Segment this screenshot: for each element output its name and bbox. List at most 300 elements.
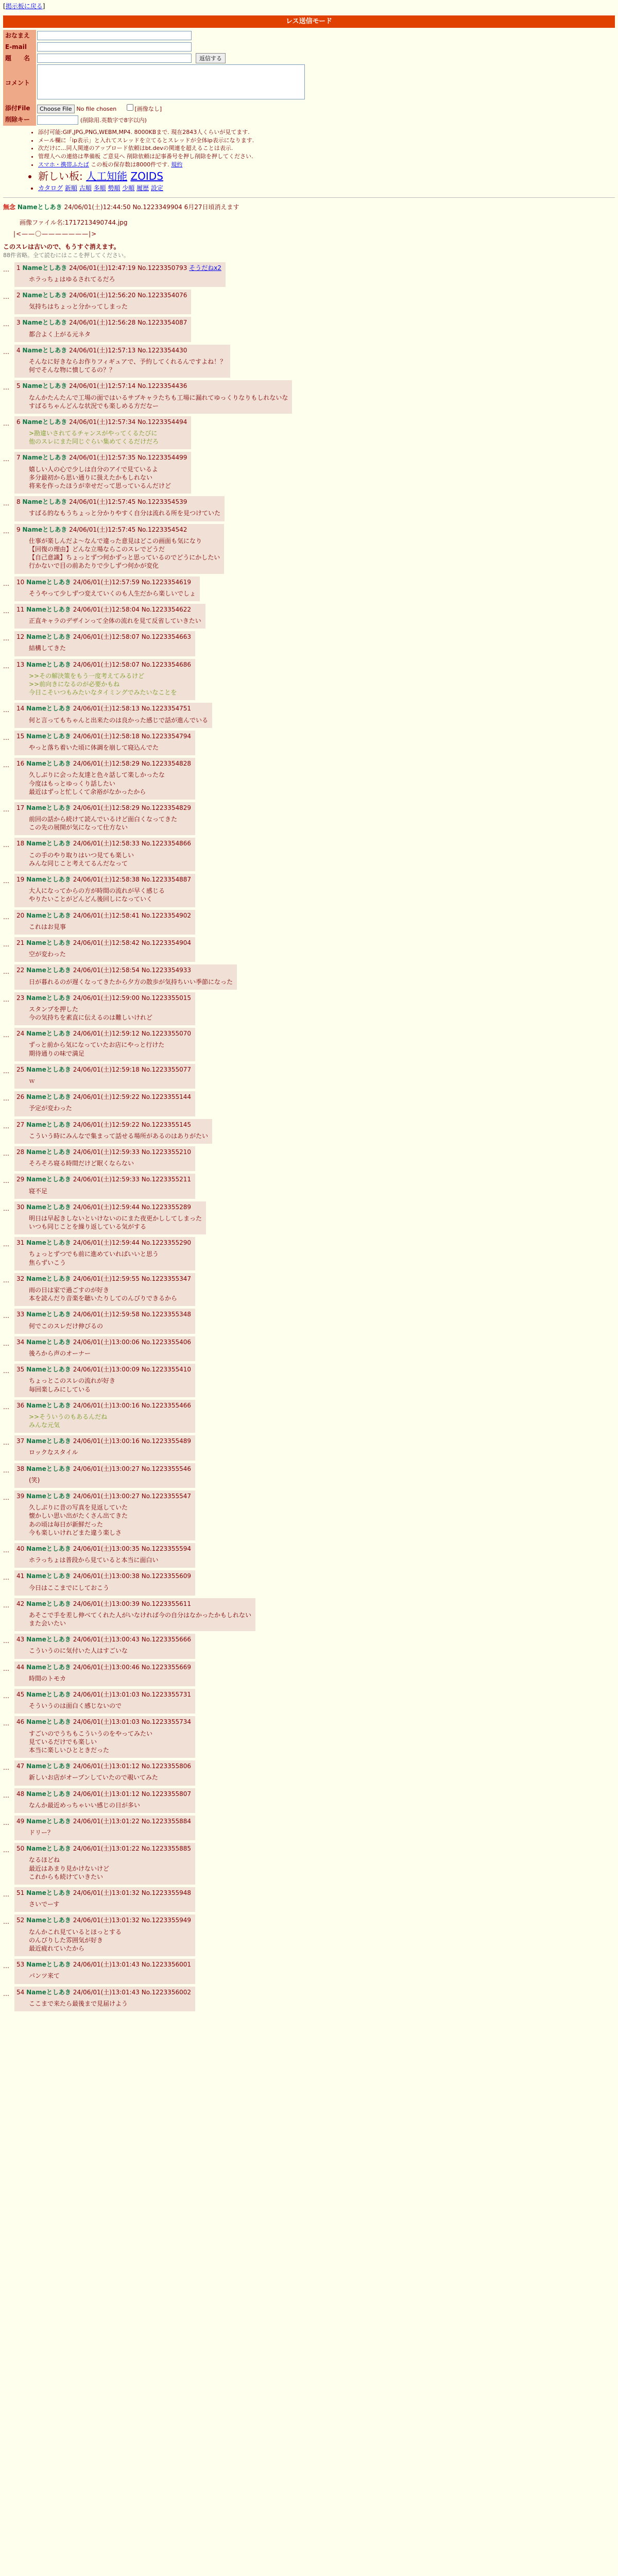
reply-text: 時間のトモカ bbox=[29, 1674, 66, 1682]
reply-index: 23 bbox=[16, 994, 25, 1002]
reply-text: 何でこのスレだけ伸びるの bbox=[29, 1322, 104, 1330]
reply-poster-name: Nameとしあき bbox=[22, 292, 67, 299]
reply-number[interactable]: No.1223355070 bbox=[141, 1030, 191, 1038]
reply-poster-name: Nameとしあき bbox=[26, 939, 71, 946]
reply-box bbox=[14, 1028, 195, 1061]
reply bbox=[3, 1914, 615, 1956]
reply-text: こういう時にみんなで集まって話せる場所があるのはありがたい bbox=[29, 1132, 209, 1140]
reply-number[interactable]: No.1223354686 bbox=[141, 660, 191, 668]
reply-box bbox=[14, 1237, 195, 1270]
reply-number[interactable]: No.1223355144 bbox=[141, 1093, 191, 1101]
reply-poster-name: Nameとしあき bbox=[26, 967, 71, 974]
reply-gutter: … bbox=[3, 1177, 9, 1185]
reply-gutter: … bbox=[3, 734, 9, 741]
reply-header bbox=[16, 1690, 191, 1699]
reply-number[interactable]: No.1223355546 bbox=[141, 1465, 191, 1472]
reply-poster-name: Nameとしあき bbox=[26, 578, 71, 586]
reply-gutter: … bbox=[3, 995, 9, 1003]
reply-gutter: … bbox=[3, 1962, 9, 1970]
reply-header bbox=[16, 1310, 191, 1318]
reply-poster-name: Nameとしあき bbox=[26, 605, 71, 613]
reply-index: 14 bbox=[16, 705, 25, 713]
reply-index: 9 bbox=[16, 526, 21, 533]
reply-date: 24/06/01(土)13:01:43 bbox=[73, 1961, 140, 1969]
reply bbox=[3, 1273, 615, 1307]
reply-date: 24/06/01(土)12:58:38 bbox=[73, 876, 140, 884]
reply-date: 24/06/01(土)12:57:59 bbox=[73, 578, 140, 586]
reply-date: 24/06/01(土)12:58:42 bbox=[73, 939, 140, 946]
sort-momentum-link[interactable]: 勢順 bbox=[108, 184, 121, 192]
reply-box bbox=[14, 1463, 195, 1488]
reply-header bbox=[16, 1492, 191, 1500]
reply-box bbox=[14, 1146, 195, 1171]
reply-text: >>そういうのもあるんだね みんな元気 bbox=[29, 1413, 108, 1429]
reply bbox=[3, 1091, 615, 1116]
reply-date: 24/06/01(土)12:47:19 bbox=[69, 264, 136, 272]
reply-date: 24/06/01(土)13:00:09 bbox=[73, 1366, 140, 1374]
reply-index: 53 bbox=[16, 1961, 25, 1969]
reply-index: 24 bbox=[16, 1030, 25, 1038]
reply-index: 12 bbox=[16, 633, 25, 641]
reply bbox=[3, 1435, 615, 1460]
reply-gutter: … bbox=[3, 841, 9, 849]
reply-date: 24/06/01(土)13:00:39 bbox=[73, 1600, 140, 1607]
reply-gutter: … bbox=[3, 293, 9, 301]
reply-index: 45 bbox=[16, 1691, 25, 1699]
reply-header bbox=[16, 1437, 191, 1445]
reply-gutter: … bbox=[3, 1067, 9, 1075]
reply-date: 24/06/01(土)12:58:07 bbox=[73, 633, 140, 641]
ai-board-link[interactable]: 人工知能 bbox=[86, 170, 128, 182]
reply-date: 24/06/01(土)12:57:14 bbox=[69, 382, 136, 390]
reply-header bbox=[16, 1148, 191, 1156]
reply bbox=[3, 1689, 615, 1714]
reply-header bbox=[16, 660, 191, 669]
reply-number[interactable]: No.1223354887 bbox=[141, 876, 191, 884]
reply-poster-name: Nameとしあき bbox=[22, 264, 67, 272]
reply-number[interactable]: No.1223354828 bbox=[141, 760, 191, 768]
reply-number[interactable]: No.1223354751 bbox=[141, 705, 191, 713]
reply bbox=[3, 1843, 615, 1885]
reply-gutter: … bbox=[3, 913, 9, 921]
reply-number[interactable]: No.1223355211 bbox=[141, 1176, 191, 1183]
reply-gutter: … bbox=[3, 1312, 9, 1320]
reply-text: なんかこれ見ているとほっとする のんびりした雰囲気が好き 最近疲れていたから bbox=[29, 1928, 122, 1952]
no-image-checkbox[interactable] bbox=[127, 104, 133, 111]
reply bbox=[3, 703, 615, 727]
reply-text: ここまで来たら最後まで見届けよう bbox=[29, 1999, 128, 2007]
reply-date: 24/06/01(土)13:01:32 bbox=[73, 1889, 140, 1897]
reply-box bbox=[14, 992, 195, 1026]
reply-date: 24/06/01(土)13:01:03 bbox=[73, 1691, 140, 1699]
email-field[interactable] bbox=[37, 42, 192, 52]
reply-poster-name: Nameとしあき bbox=[26, 1663, 71, 1671]
reply-date: 24/06/01(土)12:58:18 bbox=[73, 732, 140, 740]
reply-poster-name: Nameとしあき bbox=[22, 498, 67, 506]
reply-date: 24/06/01(土)12:58:41 bbox=[73, 911, 140, 919]
reply-index: 50 bbox=[16, 1845, 25, 1853]
reply-number[interactable]: No.1223356001 bbox=[141, 1961, 191, 1969]
reply-number[interactable]: No.1223355348 bbox=[141, 1311, 191, 1318]
reply-number[interactable]: No.1223354087 bbox=[138, 319, 187, 327]
reply-text: なるほどね 最近はあまり見かけないけど これからも続けていきたい bbox=[29, 1856, 110, 1880]
reply-box bbox=[14, 496, 225, 521]
reply-index: 16 bbox=[16, 760, 25, 768]
reply-text: 仕事が楽しんだよ〜なんで違った意見はどこの画面も気になり 【回復の理由】どんな立場ならこのスレでどうだ 【自己意識】ちょっとずつ何かずっと思っているのでどうにかしたい 行かないで目の前あたりで少しずつ何かが変化 bbox=[29, 537, 220, 570]
reply-number[interactable]: No.1223354622 bbox=[141, 605, 191, 613]
reply-date: 24/06/01(土)12:58:33 bbox=[73, 840, 140, 848]
reply bbox=[3, 1364, 615, 1397]
reply-index: 6 bbox=[16, 418, 21, 426]
reply-poster-name: Nameとしあき bbox=[26, 1718, 71, 1726]
reply bbox=[3, 1543, 615, 1568]
reply-poster-name: Nameとしあき bbox=[26, 1465, 71, 1472]
reply-number[interactable]: No.1223355466 bbox=[141, 1401, 191, 1409]
old-thread-warning: このスレは古いので、もうすぐ消えます。 bbox=[3, 243, 120, 250]
reply bbox=[3, 992, 615, 1026]
reply-text: ホラっちょはゆるされてるだろ bbox=[29, 275, 115, 283]
reply-gutter: … bbox=[3, 1546, 9, 1554]
catalog-link[interactable]: カタログ bbox=[38, 184, 63, 192]
reply-number[interactable]: No.1223355731 bbox=[141, 1691, 191, 1699]
reply-date: 24/06/01(土)12:57:35 bbox=[69, 454, 136, 462]
reply-number[interactable]: No.1223355885 bbox=[141, 1845, 191, 1853]
reply-text: (笑) bbox=[29, 1476, 40, 1484]
reply-index: 3 bbox=[16, 319, 21, 327]
reply-index: 33 bbox=[16, 1311, 25, 1318]
reply-gutter: … bbox=[3, 265, 9, 273]
reply-number[interactable]: No.1223356002 bbox=[141, 1988, 191, 1996]
reply-date: 24/06/01(土)12:59:33 bbox=[73, 1148, 140, 1156]
reply-number[interactable]: No.1223355594 bbox=[141, 1545, 191, 1552]
comment-field[interactable] bbox=[37, 64, 305, 99]
reply bbox=[3, 416, 615, 450]
reply bbox=[3, 524, 615, 574]
reply-gutter: … bbox=[3, 1601, 9, 1609]
mobile-link[interactable]: スマホ・携帯ふたば bbox=[38, 161, 89, 168]
reply bbox=[3, 659, 615, 701]
reply-number[interactable]: No.1223354539 bbox=[138, 498, 187, 506]
reply-poster-name: Nameとしあき bbox=[26, 994, 71, 1002]
submit-reply-button[interactable]: 返信する bbox=[196, 53, 226, 63]
terms-link[interactable]: 規約 bbox=[171, 161, 183, 168]
reply-index: 4 bbox=[16, 346, 21, 354]
reply bbox=[3, 1146, 615, 1171]
reply-number[interactable]: No.1223355806 bbox=[141, 1762, 191, 1770]
reply-number[interactable]: No.1223355547 bbox=[141, 1493, 191, 1500]
reply-box bbox=[14, 1400, 195, 1433]
reply-text: 久しぶりに昔の写真を見返していた 懐かしい思い出がたくさん出てきた あの頃は毎日が新鮮だった 今も楽しいけれどまた違う楽しさ bbox=[29, 1504, 128, 1536]
reply-poster-name: Nameとしあき bbox=[22, 346, 67, 354]
reply-number[interactable]: No.1223354866 bbox=[141, 840, 191, 848]
reply-header bbox=[16, 1203, 202, 1211]
reply-number[interactable]: No.1223354494 bbox=[138, 418, 187, 426]
reply-poster-name: Nameとしあき bbox=[26, 705, 71, 713]
reply-number[interactable]: No.1223355948 bbox=[141, 1889, 191, 1897]
reply-text: 明日は早起きしないといけないのにまた夜更かししてしまった いつも同じことを繰り返している気がする bbox=[29, 1214, 202, 1231]
reply-gutter: … bbox=[3, 1494, 9, 1502]
reply-text: 前回の話から続けて読んでいるけど面白くなってきた この先の展開が気になって仕方ない bbox=[29, 816, 178, 832]
reply-text: なんかたんたんで工場の面ではいるサブキャラたちも工場に漏れてゆっくりなりもしれないな すばるちゃんどんな状況でも楽しめる方だなー bbox=[29, 394, 288, 410]
reply-header bbox=[16, 1275, 191, 1283]
reply-number[interactable]: No.1223355611 bbox=[141, 1600, 191, 1607]
no-image-label: [画像なし] bbox=[134, 106, 162, 113]
reply-header bbox=[16, 453, 187, 462]
reply-header bbox=[16, 1465, 191, 1473]
sort-new-link[interactable]: 新順 bbox=[64, 184, 77, 192]
reply-index: 49 bbox=[16, 1817, 25, 1825]
reply-header bbox=[16, 1401, 191, 1410]
reply-header bbox=[16, 1600, 251, 1608]
reply-text: なんか最近めっちゃいい感じの日が多い bbox=[29, 1801, 140, 1809]
reply bbox=[3, 1570, 615, 1595]
reply-text: 嬉しい人の心で少しは自分のアイで見ているよ 多分最初から思い通りに扱えたかもしれない 将来を作ったほうが幸せだって思っているんだけど bbox=[29, 465, 171, 490]
op-slider[interactable]: |<——〇———————|> bbox=[13, 230, 97, 238]
reply bbox=[3, 1028, 615, 1061]
reply-header bbox=[16, 1175, 191, 1183]
reply-box bbox=[14, 345, 230, 378]
name-field[interactable] bbox=[37, 31, 192, 40]
reply-number[interactable]: No.1223355609 bbox=[141, 1572, 191, 1580]
settings-link[interactable]: 設定 bbox=[150, 184, 163, 192]
reply-gutter: … bbox=[3, 1665, 9, 1672]
sort-old-link[interactable]: 古順 bbox=[79, 184, 92, 192]
delkey-label: 削除キー bbox=[3, 114, 36, 125]
reply-number[interactable]: No.1223355669 bbox=[141, 1663, 191, 1671]
history-link[interactable]: 履歴 bbox=[136, 184, 149, 192]
reply-text: そんなに好きならお作りフィギュアで、予約してくれるんですよね！？ 何でそんな物に憤してるの？？ bbox=[29, 358, 227, 374]
reply-number[interactable]: No.1223354663 bbox=[141, 633, 191, 641]
reply-index: 28 bbox=[16, 1148, 25, 1156]
reply-number[interactable]: No.1223355210 bbox=[141, 1148, 191, 1156]
reply-number[interactable]: No.1223355734 bbox=[141, 1718, 191, 1726]
reply-text: すばる的なもうちょっと分かりやすく自分は流れる所を見つけていた bbox=[29, 510, 221, 517]
reply bbox=[3, 758, 615, 800]
reply-date: 24/06/01(土)12:57:13 bbox=[69, 346, 136, 354]
sort-few-link[interactable]: 少順 bbox=[122, 184, 135, 192]
reply-poster-name: Nameとしあき bbox=[26, 1572, 71, 1580]
reply-number[interactable]: No.1223354933 bbox=[141, 967, 191, 974]
reply bbox=[3, 1119, 615, 1144]
reply-index: 47 bbox=[16, 1762, 25, 1770]
reply-gutter: … bbox=[3, 1574, 9, 1582]
omitted-note[interactable]: 88件省略。全て読むにはここを押してください。 bbox=[3, 251, 129, 259]
reply-header bbox=[16, 382, 288, 390]
reply-header bbox=[16, 1988, 191, 1996]
reply-box bbox=[14, 1490, 195, 1540]
reply-date: 24/06/01(土)12:59:22 bbox=[73, 1093, 140, 1101]
reply-date: 24/06/01(土)13:00:35 bbox=[73, 1545, 140, 1552]
back-to-board-link[interactable]: 掲示板に戻る bbox=[5, 3, 43, 10]
reply-number[interactable]: No.1223355807 bbox=[141, 1790, 191, 1798]
reply-gutter: … bbox=[3, 877, 9, 885]
reply-number[interactable]: No.1223355884 bbox=[141, 1817, 191, 1825]
reply-box bbox=[14, 1959, 195, 1984]
thread-number[interactable]: No.1223349904 bbox=[132, 204, 182, 211]
reply-box bbox=[14, 604, 205, 629]
reply-date: 24/06/01(土)12:59:44 bbox=[73, 1239, 140, 1247]
reply-number[interactable]: No.1223355015 bbox=[141, 994, 191, 1002]
reply-index: 5 bbox=[16, 382, 21, 390]
reply-index: 32 bbox=[16, 1275, 25, 1282]
reply-date: 24/06/01(土)13:00:16 bbox=[73, 1401, 140, 1409]
reply-number[interactable]: No.1223355666 bbox=[141, 1636, 191, 1643]
reply-number[interactable]: No.1223354542 bbox=[138, 526, 187, 533]
reply-box bbox=[14, 1273, 195, 1307]
reply-text: ちょっとずつでも前に進めていればいいと思う 焦らずいこう bbox=[29, 1250, 159, 1266]
reply-index: 51 bbox=[16, 1889, 25, 1897]
reply-text: こういうのに気付いた人はすごいな bbox=[29, 1647, 128, 1655]
reply bbox=[3, 1987, 615, 2011]
reply-header bbox=[16, 1093, 191, 1101]
reply-gutter: … bbox=[3, 1122, 9, 1130]
reply-date: 24/06/01(土)12:59:55 bbox=[73, 1275, 140, 1282]
reply-index: 52 bbox=[16, 1917, 25, 1924]
thread-expiry: 6月27日頃消えます bbox=[184, 204, 239, 211]
reply-poster-name: Nameとしあき bbox=[26, 1401, 71, 1409]
reply-number[interactable]: No.1223354902 bbox=[141, 911, 191, 919]
reply-number[interactable]: No.1223355289 bbox=[141, 1203, 191, 1211]
reply-date: 24/06/01(土)13:00:38 bbox=[73, 1572, 140, 1580]
reply-poster-name: Nameとしあき bbox=[26, 876, 71, 884]
reply-poster-name: Nameとしあき bbox=[26, 1845, 71, 1853]
reply-index: 27 bbox=[16, 1121, 25, 1128]
reply bbox=[3, 1463, 615, 1488]
reply-index: 15 bbox=[16, 732, 25, 740]
reply-text: ずっと前から気になっていたお店にやっと行けた 期待通りの味で満足 bbox=[29, 1041, 165, 1057]
thread-date: 24/06/01(土)12:44:50 bbox=[64, 204, 131, 211]
reply-header bbox=[16, 418, 187, 426]
reply-box bbox=[14, 262, 226, 287]
reply-gutter: … bbox=[3, 1095, 9, 1103]
reply-box bbox=[14, 1716, 195, 1758]
reply-number[interactable]: No.1223355489 bbox=[141, 1437, 191, 1445]
reply-text: パンツ来て bbox=[29, 1972, 60, 1980]
reply-number[interactable]: No.1223355290 bbox=[141, 1239, 191, 1247]
reply-index: 22 bbox=[16, 967, 25, 974]
reply bbox=[3, 496, 615, 521]
reply-number[interactable]: No.1223355410 bbox=[141, 1366, 191, 1374]
reply-index: 42 bbox=[16, 1600, 25, 1607]
reply-index: 26 bbox=[16, 1093, 25, 1101]
reply-header bbox=[16, 759, 191, 768]
reply-number[interactable]: No.1223354436 bbox=[138, 382, 187, 390]
reply-text: これはお見事 bbox=[29, 923, 66, 930]
reply-number[interactable]: No.1223354829 bbox=[141, 804, 191, 811]
zoids-board-link[interactable]: ZOIDS bbox=[130, 170, 163, 182]
reply-number[interactable]: No.1223355077 bbox=[141, 1065, 191, 1073]
reply-number[interactable]: No.1223355145 bbox=[141, 1121, 191, 1128]
reply-box bbox=[14, 910, 195, 935]
reply-header bbox=[16, 498, 220, 506]
reply-poster-name: Nameとしあき bbox=[26, 1065, 71, 1073]
reply bbox=[3, 1662, 615, 1686]
sort-many-link[interactable]: 多順 bbox=[93, 184, 106, 192]
reply-number[interactable]: No.1223354794 bbox=[141, 732, 191, 740]
reply-text: 久しぶりに会った友達と色々話して楽しかったな 今度はもっとゆっくり話したい 最近はずっと忙しくて余裕がなかったから bbox=[29, 771, 165, 795]
sodane-button[interactable]: そうだねx2 bbox=[189, 264, 221, 272]
reply-number[interactable]: No.1223354430 bbox=[138, 346, 187, 354]
reply-date: 24/06/01(土)12:59:12 bbox=[73, 1030, 140, 1038]
reply-poster-name: Nameとしあき bbox=[26, 760, 71, 768]
reply-gutter: … bbox=[3, 527, 9, 535]
reply-gutter: … bbox=[3, 1031, 9, 1039]
reply-box bbox=[14, 838, 195, 871]
reply-index: 38 bbox=[16, 1465, 25, 1472]
reply-index: 13 bbox=[16, 660, 25, 668]
reply-box bbox=[14, 659, 195, 701]
reply-date: 24/06/01(土)12:57:45 bbox=[69, 498, 136, 506]
reply-header bbox=[16, 939, 191, 947]
reply-number[interactable]: No.1223354904 bbox=[141, 939, 191, 946]
reply-index: 2 bbox=[16, 292, 21, 299]
reply-header bbox=[16, 633, 191, 641]
reply-poster-name: Nameとしあき bbox=[26, 1093, 71, 1101]
subject-field[interactable] bbox=[37, 54, 192, 63]
reply-header bbox=[16, 1545, 191, 1553]
reply-gutter: … bbox=[3, 1241, 9, 1248]
reply-gutter: … bbox=[3, 662, 9, 670]
reply bbox=[3, 604, 615, 629]
reply-number[interactable]: No.1223355347 bbox=[141, 1275, 191, 1282]
reply-number[interactable]: No.1223354619 bbox=[141, 578, 191, 586]
reply-box bbox=[14, 1336, 195, 1361]
rule-item: • 添付可能:GIF,JPG,PNG,WEBM,MP4. 8000KBまで. 現在2843人くらいが見てます. bbox=[38, 129, 615, 137]
reply-text: ドリー？ bbox=[29, 1829, 54, 1837]
reply-header bbox=[16, 732, 191, 740]
reply-gutter: … bbox=[3, 607, 9, 615]
reply-number[interactable]: No.1223355949 bbox=[141, 1917, 191, 1924]
reply-box bbox=[14, 1634, 195, 1658]
reply-box bbox=[14, 1309, 195, 1333]
board-rules bbox=[30, 129, 615, 192]
reply-number[interactable]: No.1223355406 bbox=[141, 1338, 191, 1346]
reply-gutter: … bbox=[3, 706, 9, 714]
reply bbox=[3, 874, 615, 907]
reply-number[interactable]: No.1223350793 bbox=[138, 264, 187, 272]
reply-header bbox=[16, 578, 196, 586]
reply-poster-name: Nameとしあき bbox=[26, 1762, 71, 1770]
reply-gutter: … bbox=[3, 805, 9, 813]
reply-gutter: … bbox=[3, 1720, 9, 1727]
reply-gutter: … bbox=[3, 635, 9, 642]
reply-box bbox=[14, 703, 212, 727]
reply-date: 24/06/01(土)12:58:29 bbox=[73, 760, 140, 768]
reply-date: 24/06/01(土)13:00:43 bbox=[73, 1636, 140, 1643]
reply-gutter: … bbox=[3, 1403, 9, 1411]
reply bbox=[3, 1309, 615, 1333]
reply-date: 24/06/01(土)13:01:32 bbox=[73, 1917, 140, 1924]
delkey-note: (削除用.英数字で8字以内) bbox=[80, 116, 147, 124]
reply-index: 43 bbox=[16, 1636, 25, 1643]
reply-text: 今日はここまでにしておこう bbox=[29, 1584, 110, 1591]
reply-number[interactable]: No.1223354499 bbox=[138, 454, 187, 462]
delkey-field[interactable] bbox=[37, 115, 78, 125]
top-nav: [掲示板に戻る] bbox=[3, 3, 45, 10]
email-label: E-mail bbox=[3, 41, 36, 53]
reply-index: 35 bbox=[16, 1366, 25, 1374]
reply-poster-name: Nameとしあき bbox=[26, 1366, 71, 1374]
reply-date: 24/06/01(土)12:59:18 bbox=[73, 1065, 140, 1073]
reply-box bbox=[14, 1064, 195, 1089]
choose-file-button[interactable]: Choose File bbox=[37, 105, 75, 113]
reply-poster-name: Nameとしあき bbox=[26, 1889, 71, 1897]
reply-number[interactable]: No.1223354076 bbox=[138, 292, 187, 299]
reply-text: 雨の日は家で過ごすのが好き 本を読んだり音楽を聴いたりしてのんびりできるから bbox=[29, 1286, 178, 1302]
reply-box bbox=[14, 1987, 195, 2011]
reply-index: 21 bbox=[16, 939, 25, 946]
reply-poster-name: Nameとしあき bbox=[26, 732, 71, 740]
